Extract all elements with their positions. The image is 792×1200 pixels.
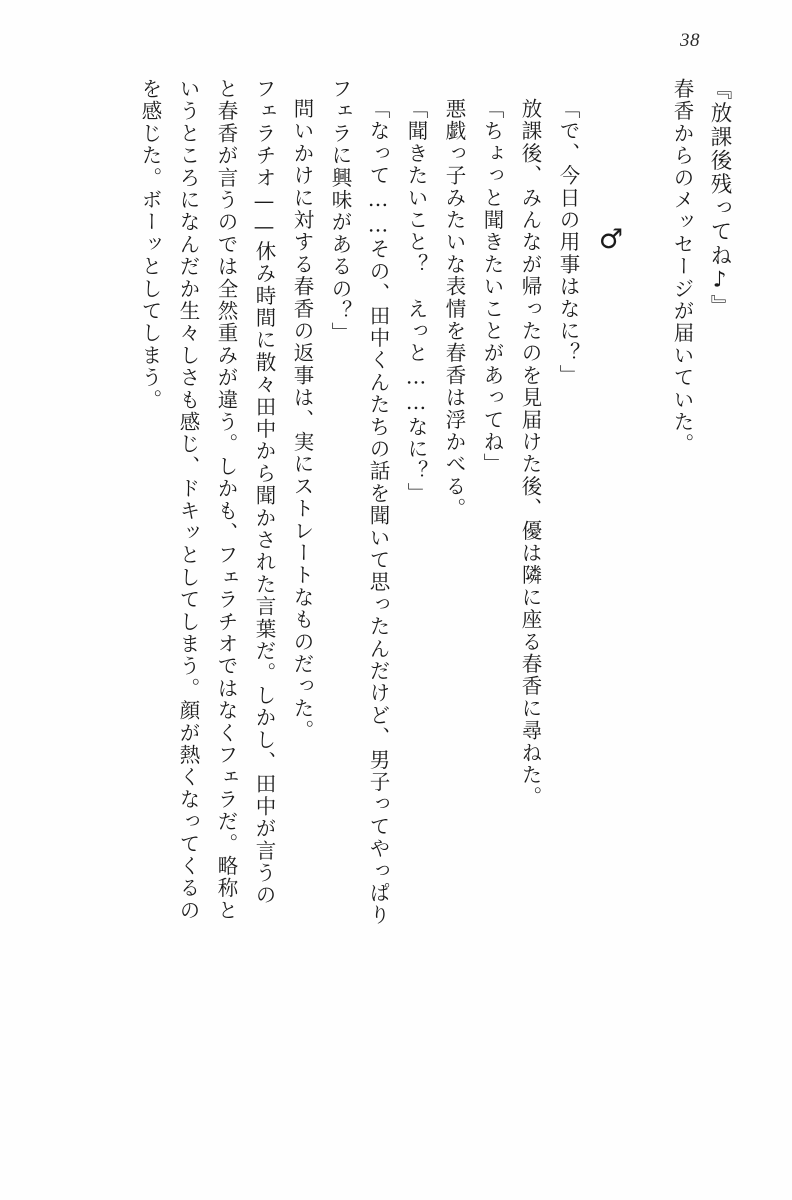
text-line-11: フェラチオ——休み時間に散々田中から聞かされた言葉だ。しかし、田中が言うの [252, 78, 276, 907]
text-line-4: 放課後、みんなが帰ったのを見届けた後、優は隣に座る春香に尋ねた。 [518, 98, 542, 809]
text-line-9: フェラに興味があるの？」 [328, 78, 352, 345]
text-line-10: 問いかけに対する春香の返事は、実にストレートなものだった。 [290, 98, 314, 742]
text-line-1: 『放課後残ってね♪』 [707, 78, 732, 319]
text-line-5: 「ちょっと聞きたいことがあってね」 [480, 98, 504, 476]
text-line-12: と春香が言うのでは全然重みが違う。しかも、フェラチオではなくフェラだ。略称と [214, 78, 238, 922]
text-line-6: 悪戯っ子みたいな表情を春香は浮かべる。 [442, 98, 466, 520]
page-number: 38 [680, 30, 700, 51]
vertical-text-body [48, 78, 730, 1160]
text-line-3: 「で、今日の用事はなに？」 [556, 98, 580, 387]
text-line-7: 「聞きたいこと？ えっと……なに？」 [404, 98, 428, 505]
male-symbol-icon: ♂ [598, 224, 624, 255]
scene-break-marker [588, 78, 634, 253]
text-line-8: 「なって……その、田中くんたちの話を聞いて思ったんだけど、男子ってやっぱり [366, 98, 390, 927]
text-line-2: 春香からのメッセージが届いていた。 [670, 78, 694, 456]
text-line-14: を感じた。ボーッとしてしまう。 [138, 78, 162, 411]
text-line-13: いうところになんだか生々しさも感じ、ドキッとしてしまう。顔が熱くなってくるの [176, 78, 200, 922]
